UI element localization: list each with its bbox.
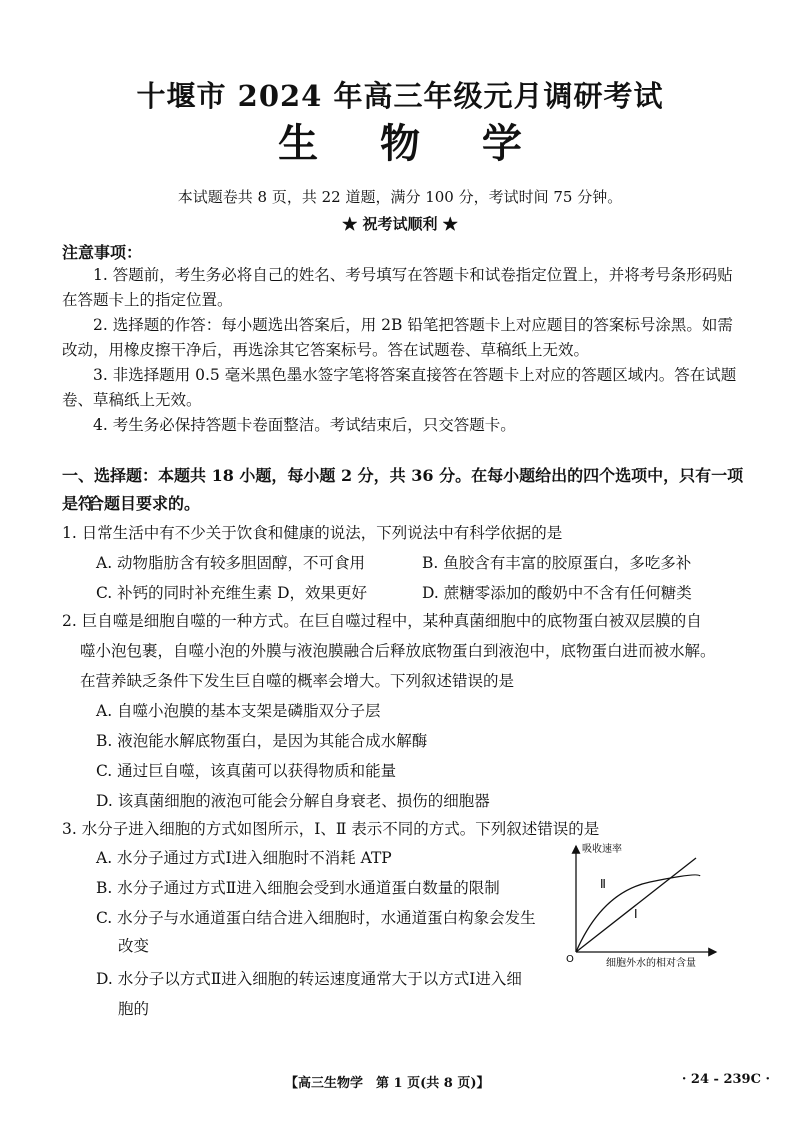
note-item-2: 2. 选择题的作答：每小题选出答案后，用 2B 铅笔把答题卡上对应题目的答案标号涂黑。如需改动，用橡皮擦干净后，再选涂其它答案标号。答在试题卷、草稿纸上无效。 <box>62 316 733 359</box>
question-2-option-d: D. 该真菌细胞的液泡可能会分解自身衰老、损伤的细胞器 <box>96 792 490 810</box>
question-3-option-c-line1: C. 水分子与水通道蛋白结合进入细胞时，水通道蛋白构象会发生 <box>96 909 536 927</box>
water-uptake-graph <box>560 840 750 970</box>
note-item-4: 4. 考生务必保持答题卡卷面整洁。考试结束后，只交答题卡。 <box>93 416 516 434</box>
question-3-option-d-line2: 胞的 <box>118 1000 150 1018</box>
question-1-stem: 1. 日常生活中有不少关于饮食和健康的说法，下列说法中有科学依据的是 <box>62 524 563 542</box>
y-axis-label: 吸收速率 <box>582 844 622 855</box>
question-3-option-a: A. 水分子通过方式Ⅰ进入细胞时不消耗 ATP <box>96 849 392 867</box>
question-1-option-c: C. 补钙的同时补充维生素 D，效果更好 <box>96 584 368 602</box>
section-heading-line2: 合题目要求的。 <box>88 494 201 513</box>
curve-1-line <box>576 858 696 952</box>
question-3-option-b: B. 水分子通过方式Ⅱ进入细胞会受到水通道蛋白数量的限制 <box>96 879 500 897</box>
curve-1-label: Ⅰ <box>634 907 638 921</box>
note-item-3: 3. 非选择题用 0.5 毫米黑色墨水签字笔将答案直接答在答题卡上对应的答题区域内。答在试题卷、草稿纸上无效。 <box>62 366 737 409</box>
exam-code: · 24 - 239C · <box>681 1072 770 1087</box>
curve-2-label: Ⅱ <box>600 877 606 891</box>
subject-title: 生 物 学 <box>278 120 546 167</box>
question-3-stem: 3. 水分子进入细胞的方式如图所示，Ⅰ、Ⅱ 表示不同的方式。下列叙述错误的是 <box>62 820 600 838</box>
question-2-stem-line3: 在营养缺乏条件下发生巨自噬的概率会增大。下列叙述错误的是 <box>80 672 515 690</box>
question-1-option-d: D. 蔗糖零添加的酸奶中不含有任何糖类 <box>422 584 692 602</box>
curve-2-line <box>576 875 700 952</box>
question-2-stem-line2: 噬小泡包裹，自噬小泡的外膜与液泡膜融合后释放底物蛋白到液泡中，底物蛋白进而被水解。 <box>80 642 716 660</box>
question-2-option-b: B. 液泡能水解底物蛋白，是因为其能合成水解酶 <box>96 732 428 750</box>
exam-title: 十堰市 2024 年高三年级元月调研考试 <box>136 79 664 113</box>
exam-info: 本试题卷共 8 页，共 22 道题，满分 100 分，考试时间 75 分钟。 <box>177 188 623 206</box>
section-heading-line1: 一、选择题：本题共 18 小题，每小题 2 分，共 36 分。在每小题给出的四个选项中，只有一项是符 <box>62 466 744 513</box>
notes-title: 注意事项： <box>62 243 143 262</box>
x-axis-label: 细胞外水的相对含量 <box>606 958 696 969</box>
origin-label: O <box>566 954 574 965</box>
good-luck-line: ★ 祝考试顺利 ★ <box>342 215 458 233</box>
question-3-option-d-line1: D. 水分子以方式Ⅱ进入细胞的转运速度通常大于以方式Ⅰ进入细 <box>96 970 522 988</box>
question-1-option-a: A. 动物脂肪含有较多胆固醇，不可食用 <box>96 554 366 572</box>
page-footer: 【高三生物学 第 1 页(共 8 页)】 <box>285 1076 490 1091</box>
question-2-stem-line1: 2. 巨自噬是细胞自噬的一种方式。在巨自噬过程中，某种真菌细胞中的底物蛋白被双层膜的自 <box>62 612 702 630</box>
note-item-1: 1. 答题前，考生务必将自己的姓名、考号填写在答题卡和试卷指定位置上，并将考号条形码贴在答题卡上的指定位置。 <box>62 266 733 309</box>
question-3-option-c-line2: 改变 <box>118 937 150 955</box>
question-1-option-b: B. 鱼胶含有丰富的胶原蛋白，多吃多补 <box>422 554 692 572</box>
question-2-option-c: C. 通过巨自噬，该真菌可以获得物质和能量 <box>96 762 397 780</box>
question-2-option-a: A. 自噬小泡膜的基本支架是磷脂双分子层 <box>96 702 381 720</box>
